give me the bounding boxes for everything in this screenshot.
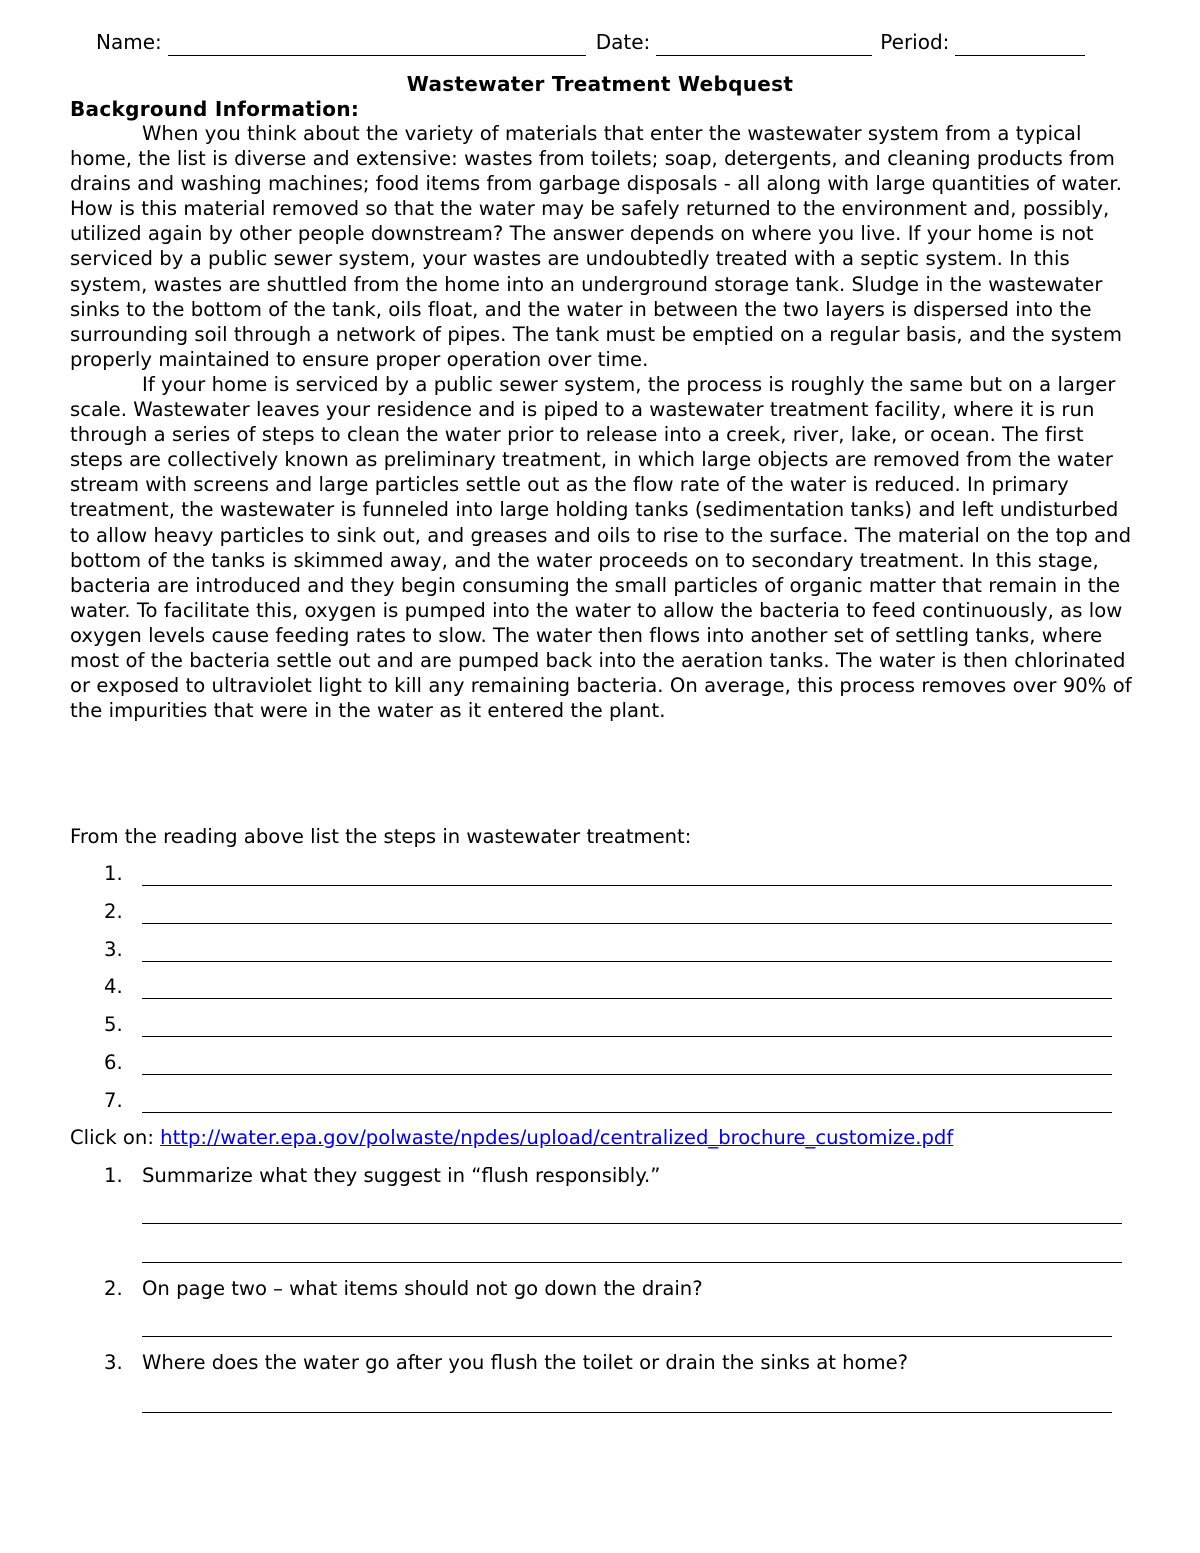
step-number: 4. — [104, 975, 123, 999]
question-number: 2. — [104, 1277, 123, 1300]
background-heading: Background Information: — [70, 97, 360, 121]
name-blank[interactable] — [168, 33, 586, 56]
step-answer-line[interactable] — [142, 1074, 1112, 1075]
step-answer-line[interactable] — [142, 1112, 1112, 1113]
step-answer-line[interactable] — [142, 885, 1112, 886]
step-number: 3. — [104, 937, 123, 961]
name-label: Name: — [96, 30, 162, 54]
step-row — [70, 858, 1120, 896]
paragraph-septic: When you think about the variety of materials that enter the wastewater system from a typical home, the list is diverse and extensive: wastes from toilets; soap, detergents, and cleaning products from drains and washing machines; food items from garbage disposals - all along with large quantities of water. How is this material removed so that the water may be safely returned to the environment and, possibly, utilized again by other people downstream? The answer depends on where you live. If your home is not serviced by a public sewer system, your wastes are undoubtedly treated with a septic system. In this system, wastes are shuttled from the home into an underground storage tank. Sludge in the wastewater sinks to the bottom of the tank, oils float, and the water in between the two layers is dispersed into the surrounding soil through a network of pipes. The tank must be emptied on a regular basis, and the system properly maintained to ensure proper operation over time. — [70, 122, 1122, 371]
period-label: Period: — [880, 30, 950, 54]
step-number: 6. — [104, 1050, 123, 1074]
step-row — [70, 896, 1120, 934]
step-answer-line[interactable] — [142, 998, 1112, 999]
header-fields — [96, 28, 1106, 56]
step-row — [70, 1047, 1120, 1085]
question-text: Summarize what they suggest in “flush responsibly.” — [142, 1164, 661, 1187]
step-row — [70, 934, 1120, 972]
step-number: 2. — [104, 899, 123, 923]
background-text — [70, 121, 1132, 723]
step-number: 7. — [104, 1088, 123, 1112]
step-answer-line[interactable] — [142, 961, 1112, 962]
click-label: Click on: — [70, 1126, 154, 1149]
step-answer-line[interactable] — [142, 1036, 1112, 1037]
steps-list — [70, 858, 1120, 1123]
date-label: Date: — [595, 30, 651, 54]
step-row — [70, 971, 1120, 1009]
period-blank[interactable] — [955, 33, 1085, 56]
page-title: Wastewater Treatment Webquest — [406, 72, 794, 96]
question-text: On page two – what items should not go down the drain? — [142, 1277, 703, 1300]
step-number: 5. — [104, 1013, 123, 1037]
question-text: Where does the water go after you flush the toilet or drain the sinks at home? — [142, 1351, 909, 1374]
date-blank[interactable] — [656, 33, 872, 56]
step-row — [70, 1085, 1120, 1123]
question-1-answer-line[interactable] — [142, 1223, 1122, 1224]
question-2-answer-line[interactable] — [142, 1336, 1112, 1337]
question-number: 3. — [104, 1351, 123, 1374]
epa-brochure-link[interactable]: http://water.epa.gov/polwaste/npdes/upload/centralized_brochure_customize.pdf — [160, 1126, 954, 1149]
step-answer-line[interactable] — [142, 923, 1112, 924]
steps-prompt: From the reading above list the steps in wastewater treatment: — [70, 825, 692, 848]
click-instruction — [70, 1125, 953, 1151]
step-number: 1. — [104, 862, 123, 885]
question-3-answer-line[interactable] — [142, 1412, 1112, 1413]
step-row — [70, 1009, 1120, 1047]
paragraph-sewer: If your home is serviced by a public sewer system, the process is roughly the same but on a larger scale. Wastewater leaves your residence and is piped to a wastewater treatment facility, where it is run through a series of steps to clean the water prior to release into a creek, river, lake, or ocean. The first steps are collectively known as preliminary treatment, in which large objects are removed from the water stream with screens and large particles settle out as the flow rate of the water is reduced. In primary treatment, the wastewater is funneled into large holding tanks (sedimentation tanks) and left undisturbed to allow heavy particles to sink out, and greases and oils to rise to the surface. The material on the top and bottom of the tanks is skimmed away, and the water proceeds on to secondary treatment. In this stage, bacteria are introduced and they begin consuming the small particles of organic matter that remain in the water. To facilitate this, oxygen is pumped into the water to allow the bacteria to feed continuously, as low oxygen levels cause feeding rates to slow. The water then flows into another set of settling tanks, where most of the bacteria settle out and are pumped back into the aeration tanks. The water is then chlorinated or exposed to ultraviolet light to kill any remaining bacteria. On average, this process removes over 90% of the impurities that were in the water as it entered the plant. — [70, 372, 1132, 723]
question-1-answer-line[interactable] — [142, 1262, 1122, 1263]
question-number: 1. — [104, 1164, 123, 1187]
